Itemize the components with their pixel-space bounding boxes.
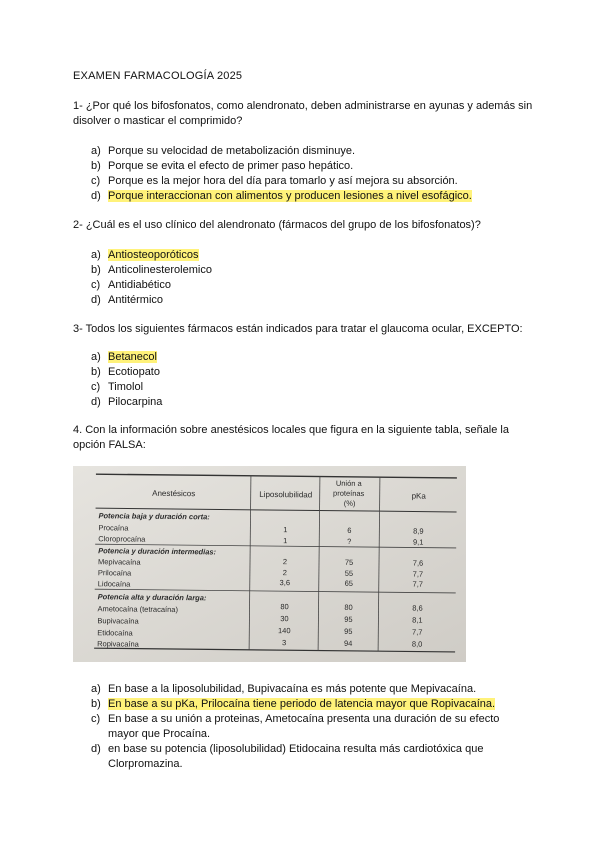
row-union: 55 xyxy=(344,568,354,578)
option-letter: b) xyxy=(91,160,101,172)
question-3-option-b[interactable] xyxy=(91,365,531,380)
option-letter: a) xyxy=(91,249,101,261)
question-4-option-c[interactable] xyxy=(91,712,531,742)
option-text: Ecotiopato xyxy=(108,366,160,378)
question-1-option-a[interactable] xyxy=(91,144,531,159)
header-union-line-2: proteínas xyxy=(333,488,365,498)
row-union: 75 xyxy=(344,557,354,567)
option-letter: a) xyxy=(91,351,101,363)
row-lipo: 80 xyxy=(280,602,289,612)
option-text: Porque se evita el efecto de primer paso hepático. xyxy=(108,160,354,172)
option-letter: c) xyxy=(91,279,101,291)
question-4-options xyxy=(91,682,531,772)
row-lipo: 2 xyxy=(282,557,288,567)
question-2-option-a[interactable] xyxy=(91,248,531,263)
header-union-line-3: (%) xyxy=(343,498,356,508)
row-pka: 8,0 xyxy=(411,639,423,649)
option-letter: d) xyxy=(91,396,101,408)
question-4-option-b[interactable] xyxy=(91,697,531,712)
question-4-option-d[interactable] xyxy=(91,742,531,772)
row-lipo: 2 xyxy=(282,568,288,578)
question-3-options xyxy=(91,350,531,410)
row-lipo: 1 xyxy=(283,525,288,535)
row-lipo: 3 xyxy=(282,638,287,648)
row-pka: 8,6 xyxy=(412,603,423,613)
option-text: Antitérmico xyxy=(108,294,164,306)
header-union-line-1: Unión a xyxy=(335,478,362,488)
question-4-text: 4. Con la información sobre anestésicos locales que figura en la siguiente tabla, señale la opción FALSA: xyxy=(73,424,509,451)
row-name: Prilocaína xyxy=(97,568,132,578)
row-union: 6 xyxy=(347,525,352,535)
option-letter: b) xyxy=(91,264,101,276)
question-3-option-c[interactable] xyxy=(91,380,531,395)
question-3-option-a[interactable] xyxy=(91,350,531,365)
group-label-2: Potencia y duración intermedias: xyxy=(98,546,217,557)
option-text: Pilocarpina xyxy=(108,396,163,408)
question-2-option-d[interactable] xyxy=(91,293,531,308)
question-1-option-b[interactable] xyxy=(91,159,531,174)
option-text: En base a la liposolubilidad, Bupivacaína es más potente que Mepivacaína. xyxy=(108,683,477,695)
question-2-option-b[interactable] xyxy=(91,263,531,278)
question-1-option-c[interactable] xyxy=(91,174,531,189)
row-lipo: 140 xyxy=(277,626,291,636)
highlight-marker xyxy=(91,190,472,202)
option-text: En base a su pKa, Prilocaína tiene periodo de latencia mayor que Ropivacaína. xyxy=(108,698,496,710)
highlight-marker xyxy=(91,698,496,710)
row-name: Cloroprocaína xyxy=(98,534,146,544)
option-letter: b) xyxy=(91,366,101,378)
row-union: 94 xyxy=(343,638,353,648)
row-name: Etidocaína xyxy=(97,628,133,638)
option-letter: c) xyxy=(91,175,101,187)
option-letter: b) xyxy=(91,698,101,710)
header-pka: pKa xyxy=(411,491,426,501)
header-anestesicos: Anestésicos xyxy=(152,488,196,499)
row-union: 95 xyxy=(344,626,353,636)
row-lipo: 1 xyxy=(283,536,288,546)
option-text: Porque es la mejor hora del día para tomarlo y así mejora su absorción. xyxy=(108,175,458,187)
question-2-option-c[interactable] xyxy=(91,278,531,293)
row-pka: 7,7 xyxy=(412,569,424,579)
option-text: Timolol xyxy=(108,381,144,393)
row-union: 65 xyxy=(344,578,354,588)
group-label-3: Potencia alta y duración larga: xyxy=(97,592,207,603)
anesthetics-table-photo xyxy=(73,466,466,662)
row-pka: 7,7 xyxy=(412,627,423,637)
row-name: Ametocaína (tetracaína) xyxy=(97,604,179,615)
row-name: Lidocaína xyxy=(97,579,131,589)
option-letter: a) xyxy=(91,683,101,695)
question-1-options xyxy=(91,144,531,204)
row-pka: 8,1 xyxy=(412,615,423,625)
question-2-options xyxy=(91,248,531,308)
option-letter: d) xyxy=(91,294,101,306)
option-text: En base a su unión a proteinas, Ametocaína presenta una duración de su efecto mayor que Procaína. xyxy=(108,713,500,740)
row-union: 80 xyxy=(344,602,353,612)
row-union: 95 xyxy=(344,614,353,624)
row-lipo: 30 xyxy=(280,614,289,624)
question-3-text: 3- Todos los siguientes fármacos están indicados para tratar el glaucoma ocular, EXCEPTO: xyxy=(73,323,523,335)
row-name: Ropivacaína xyxy=(97,639,139,649)
option-letter: a) xyxy=(91,145,101,157)
option-letter: d) xyxy=(91,190,101,202)
row-lipo: 3,6 xyxy=(279,578,291,588)
header-liposolubilidad: Liposolubilidad xyxy=(259,489,313,500)
question-2-text: 2- ¿Cuál es el uso clínico del alendronato (fármacos del grupo de los bifosfonatos)? xyxy=(73,219,481,231)
group-label-1: Potencia baja y duración corta: xyxy=(98,511,210,522)
option-text: Antidiabético xyxy=(108,279,171,291)
option-text: Antiosteoporóticos xyxy=(108,249,199,261)
question-3-option-d[interactable] xyxy=(91,395,531,410)
option-text: en base su potencia (liposolubilidad) Etidocaina resulta más cardiotóxica que Clorpromazina. xyxy=(108,743,484,770)
row-union: ? xyxy=(347,536,352,546)
highlight-marker xyxy=(91,249,199,261)
option-text: Porque su velocidad de metabolización disminuye. xyxy=(108,145,356,157)
row-name: Bupivacaína xyxy=(97,616,139,626)
row-pka: 9,1 xyxy=(412,537,424,547)
question-4-option-a[interactable] xyxy=(91,682,531,697)
row-pka: 7,7 xyxy=(412,579,424,589)
question-1-text: 1- ¿Por qué los bifosfonatos, como alendronato, deben administrarse en ayunas y además sin disolver o masticar el comprimido? xyxy=(73,100,533,127)
question-1-option-d[interactable] xyxy=(91,189,531,204)
option-letter: c) xyxy=(91,713,101,725)
option-text: Anticolinesterolemico xyxy=(108,264,212,276)
option-letter: c) xyxy=(91,381,101,393)
exam-title: EXAMEN FARMACOLOGÍA 2025 xyxy=(73,70,243,82)
option-letter: d) xyxy=(91,743,101,755)
anesthetics-table xyxy=(73,466,466,662)
row-pka: 7,6 xyxy=(412,558,424,568)
option-text: Betanecol xyxy=(108,351,157,363)
row-name: Mepivacaína xyxy=(97,557,141,567)
option-text: Porque interaccionan con alimentos y producen lesiones a nivel esofágico. xyxy=(108,190,472,202)
row-pka: 8,9 xyxy=(413,526,424,536)
row-name: Procaína xyxy=(98,523,129,533)
highlight-marker xyxy=(91,351,157,363)
